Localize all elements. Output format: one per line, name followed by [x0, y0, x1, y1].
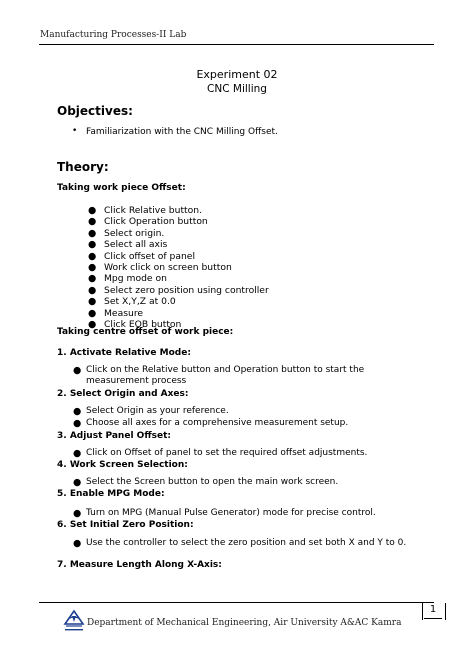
list-item: ● Click Relative button.	[88, 205, 203, 216]
bullet-icon: ●	[73, 418, 82, 429]
page-header: Manufacturing Processes-II Lab	[40, 30, 187, 40]
experiment-subtitle: CNC Milling	[207, 83, 267, 95]
list-item: ● Mpg mode on	[88, 273, 167, 285]
bullet-icon: ●	[88, 318, 97, 330]
step-bullet: ● Choose all axes for a comprehensive measurement setup.	[73, 418, 349, 429]
bullet-icon: ●	[88, 296, 97, 308]
step-title: 7. Measure Length Along X-Axis:	[57, 560, 222, 570]
step-bullet: ● Turn on MPG (Manual Pulse Generator) mode for precise control.	[73, 508, 376, 519]
list-item: ● Work click on screen button	[88, 261, 232, 273]
list-item: ● Set X,Y,Z at 0.0	[88, 296, 176, 308]
bullet-icon: •	[72, 126, 78, 136]
objective-text: Familiarization with the CNC Milling Offset.	[86, 127, 278, 137]
step-title: 1. Activate Relative Mode:	[57, 348, 191, 358]
experiment-title: Experiment 02	[196, 68, 278, 81]
step-title: 5. Enable MPG Mode:	[57, 489, 165, 499]
list-item: ● Select zero position using controller	[88, 284, 269, 296]
list-item: ● Click Operation button	[88, 216, 208, 228]
footer-department: Department of Mechanical Engineering, Air University A&AC Kamra	[87, 618, 402, 628]
university-logo-icon	[63, 608, 85, 634]
list-item: ● Select all axis	[88, 239, 168, 251]
footer-rule	[39, 602, 434, 603]
bullet-icon: ●	[88, 250, 97, 262]
step-title: 4. Work Screen Selection:	[57, 460, 188, 470]
theory-heading: Theory:	[57, 160, 109, 174]
bullet-icon: ●	[88, 307, 97, 319]
bullet-icon: ●	[73, 448, 82, 459]
bullet-icon: ●	[88, 205, 97, 216]
step-bullet: ● Select Origin as your reference.	[73, 406, 229, 417]
step-bullet: ● Click on the Relative button and Operation button to start the measurement process	[73, 365, 365, 386]
list-item: ● Measure	[88, 307, 144, 319]
step-title: 2. Select Origin and Axes:	[57, 389, 189, 399]
bullet-icon: ●	[88, 273, 97, 285]
centre-offset-heading: Taking centre offset of work piece:	[57, 327, 234, 337]
bullet-icon: ●	[88, 284, 97, 296]
workpiece-offset-list	[88, 205, 269, 330]
header-rule	[39, 44, 434, 45]
list-item: ● Click offset of panel	[88, 250, 195, 262]
bullet-icon: ●	[88, 216, 97, 228]
step-title: 6. Set Initial Zero Position:	[57, 520, 194, 530]
page-number: 1	[429, 604, 437, 615]
workpiece-offset-heading: Taking work piece Offset:	[57, 183, 186, 193]
bullet-icon: ●	[73, 508, 82, 519]
objectives-heading: Objectives:	[57, 104, 133, 118]
list-item: ● Click EOB button	[88, 318, 182, 330]
bullet-icon: ●	[88, 227, 97, 239]
bullet-icon: ●	[73, 365, 82, 376]
step-bullet: ● Click on Offset of panel to set the required offset adjustments.	[73, 448, 368, 459]
bullet-icon: ●	[88, 239, 97, 251]
bullet-icon: ●	[73, 406, 82, 417]
step-bullet: ● Use the controller to select the zero position and set both X and Y to 0.	[73, 538, 407, 549]
list-item: ● Select origin.	[88, 227, 165, 239]
step-bullet: ● Select the Screen button to open the main work screen.	[73, 477, 339, 488]
bullet-icon: ●	[88, 261, 97, 273]
bullet-icon: ●	[73, 477, 82, 488]
step-title: 3. Adjust Panel Offset:	[57, 431, 171, 441]
bullet-icon: ●	[73, 538, 82, 549]
page-number-underline	[424, 618, 442, 619]
